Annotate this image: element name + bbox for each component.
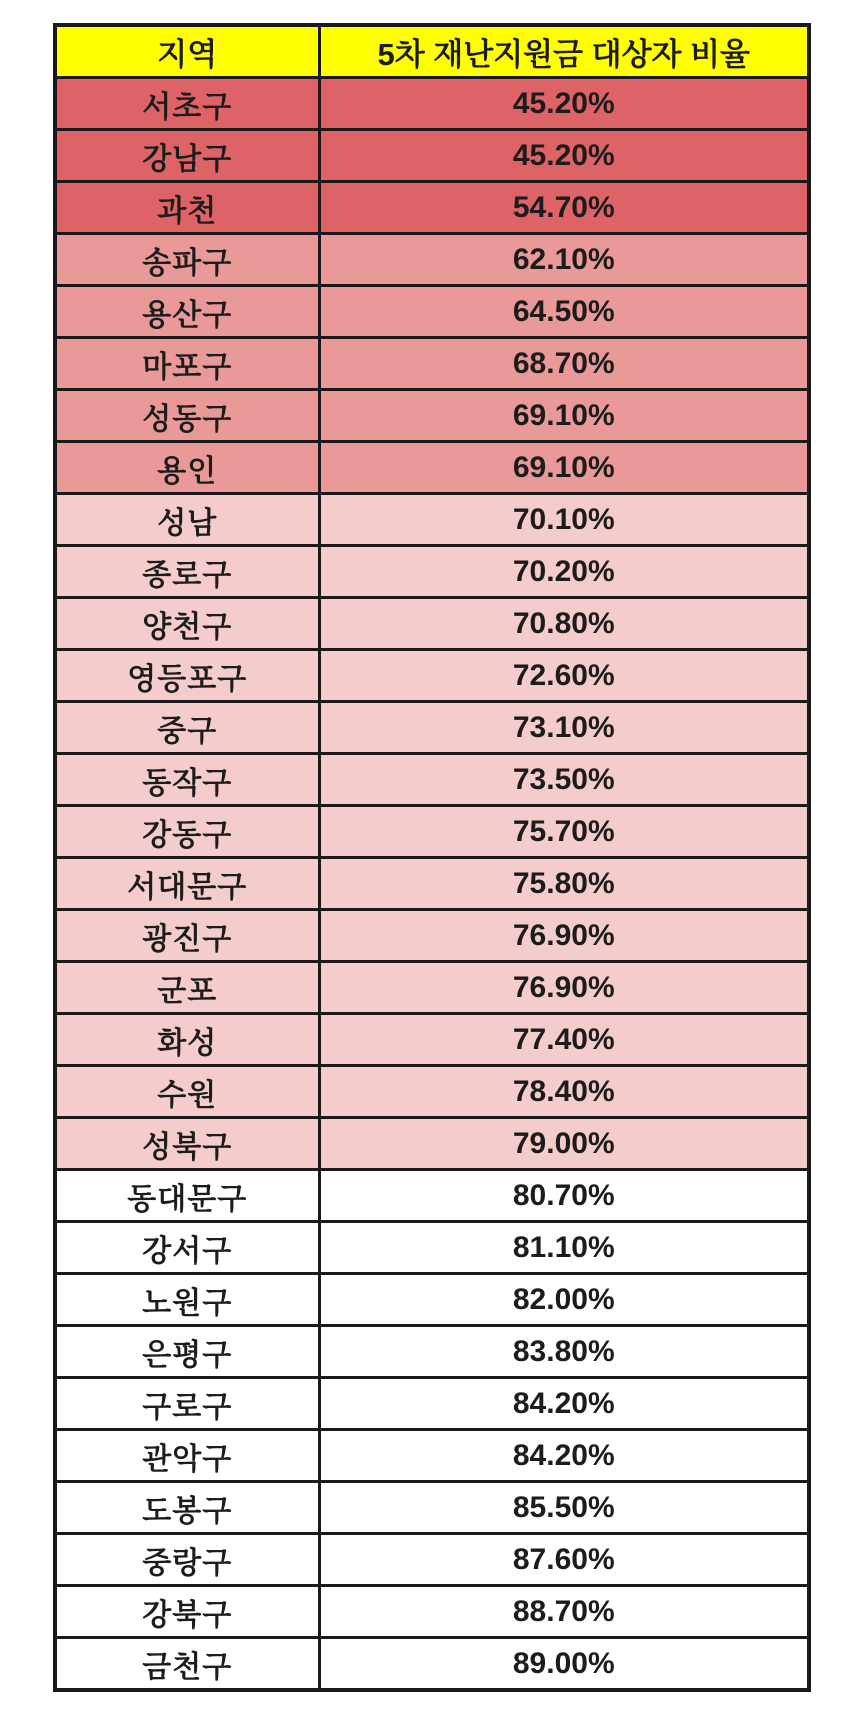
table-row <box>55 1326 809 1378</box>
table-row <box>55 130 809 182</box>
table-row <box>55 546 809 598</box>
ratio-cell: 88.70% <box>319 1586 809 1638</box>
region-cell: 서대문구 <box>55 858 319 910</box>
table-row <box>55 1222 809 1274</box>
table-row <box>55 494 809 546</box>
table-row <box>55 910 809 962</box>
table-row <box>55 858 809 910</box>
ratio-cell: 70.10% <box>319 494 809 546</box>
table-row <box>55 1378 809 1430</box>
ratio-cell: 82.00% <box>319 1274 809 1326</box>
ratio-cell: 87.60% <box>319 1534 809 1586</box>
table-row <box>55 754 809 806</box>
region-cell: 서초구 <box>55 78 319 130</box>
ratio-cell: 69.10% <box>319 442 809 494</box>
ratio-cell: 62.10% <box>319 234 809 286</box>
table-row <box>55 1066 809 1118</box>
region-cell: 용인 <box>55 442 319 494</box>
region-cell: 군포 <box>55 962 319 1014</box>
ratio-cell: 68.70% <box>319 338 809 390</box>
ratio-cell: 85.50% <box>319 1482 809 1534</box>
ratio-cell: 64.50% <box>319 286 809 338</box>
table-row <box>55 1170 809 1222</box>
region-cell: 화성 <box>55 1014 319 1066</box>
table-row <box>55 1586 809 1638</box>
ratio-cell: 80.70% <box>319 1170 809 1222</box>
relief-fund-ratio-table <box>53 23 811 1692</box>
region-cell: 마포구 <box>55 338 319 390</box>
region-cell: 수원 <box>55 1066 319 1118</box>
region-cell: 용산구 <box>55 286 319 338</box>
region-cell: 중랑구 <box>55 1534 319 1586</box>
region-cell: 동대문구 <box>55 1170 319 1222</box>
region-cell: 영등포구 <box>55 650 319 702</box>
region-cell: 도봉구 <box>55 1482 319 1534</box>
region-cell: 동작구 <box>55 754 319 806</box>
ratio-cell: 73.50% <box>319 754 809 806</box>
region-cell: 관악구 <box>55 1430 319 1482</box>
ratio-cell: 70.80% <box>319 598 809 650</box>
region-cell: 성남 <box>55 494 319 546</box>
region-cell: 은평구 <box>55 1326 319 1378</box>
ratio-cell: 76.90% <box>319 962 809 1014</box>
region-cell: 중구 <box>55 702 319 754</box>
ratio-cell: 77.40% <box>319 1014 809 1066</box>
ratio-cell: 79.00% <box>319 1118 809 1170</box>
table-header-row <box>55 25 809 78</box>
region-column-header: 지역 <box>55 25 319 78</box>
table-row <box>55 962 809 1014</box>
ratio-cell: 84.20% <box>319 1430 809 1482</box>
region-cell: 광진구 <box>55 910 319 962</box>
table-row <box>55 598 809 650</box>
table-body <box>55 78 809 1691</box>
ratio-cell: 73.10% <box>319 702 809 754</box>
table-row <box>55 1274 809 1326</box>
table-row <box>55 650 809 702</box>
ratio-cell: 78.40% <box>319 1066 809 1118</box>
ratio-cell: 81.10% <box>319 1222 809 1274</box>
ratio-column-header: 5차 재난지원금 대상자 비율 <box>319 25 809 78</box>
ratio-cell: 84.20% <box>319 1378 809 1430</box>
ratio-cell: 75.70% <box>319 806 809 858</box>
ratio-cell: 72.60% <box>319 650 809 702</box>
table-row <box>55 702 809 754</box>
region-cell: 노원구 <box>55 1274 319 1326</box>
region-cell: 성동구 <box>55 390 319 442</box>
table-row <box>55 1482 809 1534</box>
table-row <box>55 442 809 494</box>
region-cell: 성북구 <box>55 1118 319 1170</box>
table-row <box>55 286 809 338</box>
ratio-cell: 89.00% <box>319 1638 809 1691</box>
ratio-cell: 45.20% <box>319 130 809 182</box>
table-row <box>55 182 809 234</box>
table-row <box>55 1014 809 1066</box>
region-cell: 송파구 <box>55 234 319 286</box>
region-cell: 종로구 <box>55 546 319 598</box>
table-row <box>55 1118 809 1170</box>
ratio-cell: 75.80% <box>319 858 809 910</box>
ratio-cell: 70.20% <box>319 546 809 598</box>
table-row <box>55 390 809 442</box>
region-cell: 강북구 <box>55 1586 319 1638</box>
ratio-cell: 76.90% <box>319 910 809 962</box>
region-cell: 과천 <box>55 182 319 234</box>
table-row <box>55 78 809 130</box>
table-row <box>55 338 809 390</box>
region-cell: 강서구 <box>55 1222 319 1274</box>
ratio-cell: 54.70% <box>319 182 809 234</box>
region-cell: 금천구 <box>55 1638 319 1691</box>
table-row <box>55 1638 809 1691</box>
ratio-cell: 45.20% <box>319 78 809 130</box>
table-row <box>55 1430 809 1482</box>
region-cell: 구로구 <box>55 1378 319 1430</box>
region-cell: 양천구 <box>55 598 319 650</box>
ratio-cell: 69.10% <box>319 390 809 442</box>
ratio-cell: 83.80% <box>319 1326 809 1378</box>
region-cell: 강동구 <box>55 806 319 858</box>
table-row <box>55 234 809 286</box>
table-row <box>55 1534 809 1586</box>
table-row <box>55 806 809 858</box>
region-cell: 강남구 <box>55 130 319 182</box>
